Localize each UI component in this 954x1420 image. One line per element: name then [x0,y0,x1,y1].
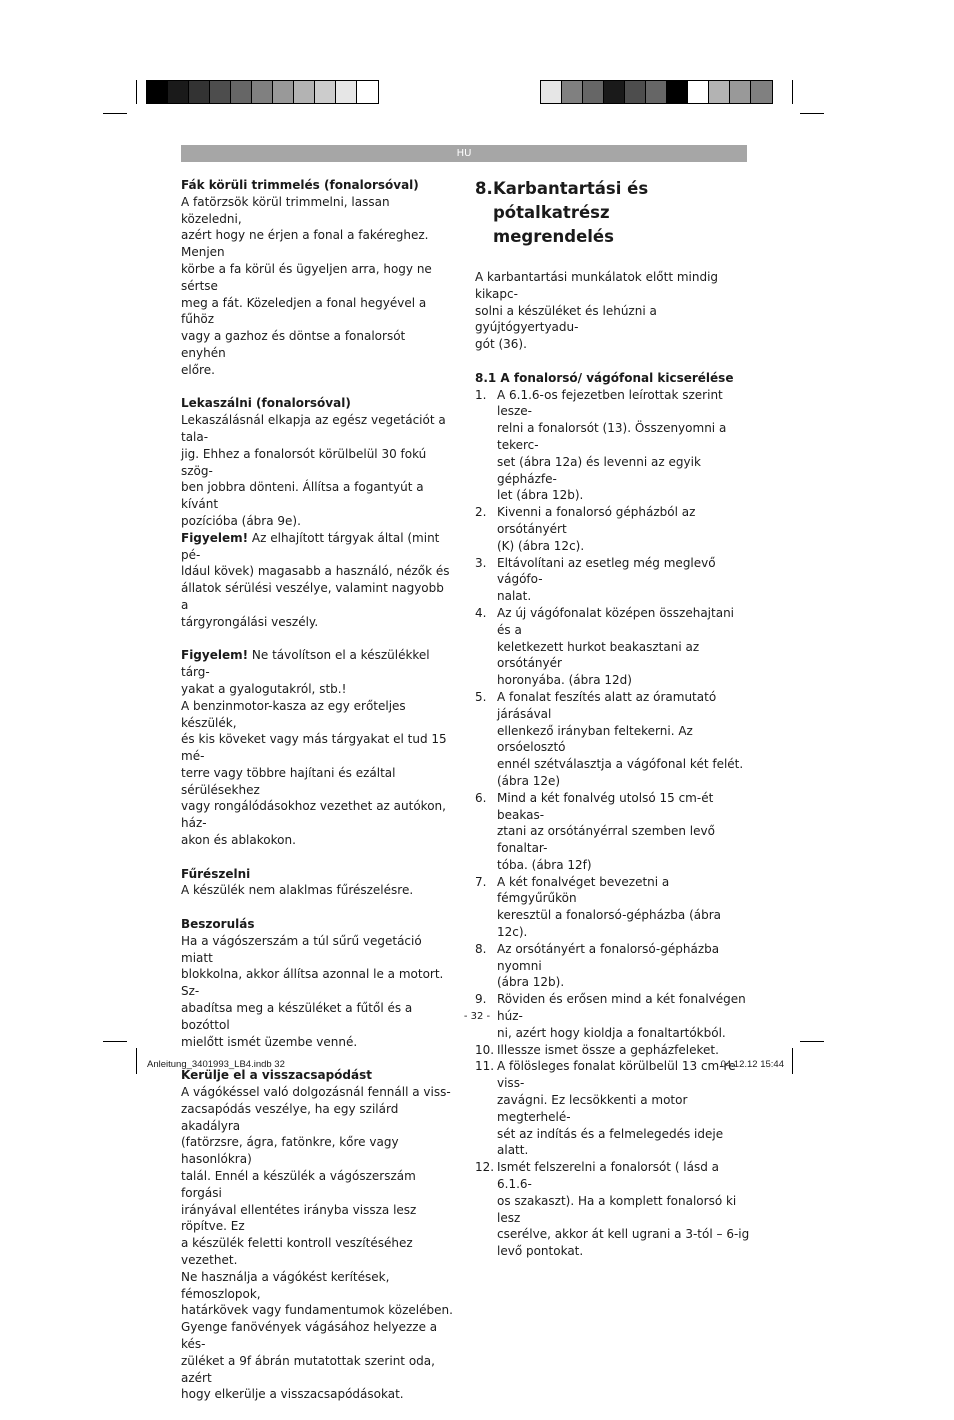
list-item-number: 4. [475,605,487,620]
crop-mark [136,80,137,104]
list-item-line: A 6.1.6-os fejezetben leírottak szerint lesze- [497,387,723,419]
list-item-line: os szakaszt). Ha a komplett fonalorsó ki lesz [497,1193,737,1225]
color-swatch [709,81,730,103]
text-line: irányával ellentétes irányba vissza lesz röpítve. Ez [181,1202,417,1234]
section-mowing [181,395,453,630]
list-item [475,1042,750,1059]
instruction-list [475,387,750,1260]
list-item [475,605,750,689]
list-item-line: (ábra 12b). [497,975,565,990]
text-line: zacsapódás veszélye, ha egy szilárd akadályra [181,1101,399,1133]
list-item-line: zavágni. Ez lecsökkenti a motor megterhelé- [497,1093,688,1124]
color-swatch [583,81,604,103]
list-item-line: Illessze ismet össze a gepházfeleket. [497,1042,719,1057]
warning-text: Ne távolítson el a készülékkel tárg- [181,648,430,680]
list-item [475,689,750,790]
list-item [475,1058,750,1159]
list-item-line: sét az indítás és a felmelegedés ideje alatt. [497,1126,724,1158]
list-item-number: 12. [475,1160,495,1175]
text-line: vagy a gazhoz és döntse a fonalorsót enyhén [181,329,406,360]
language-label: HU [456,148,472,159]
section-title: Beszorulás [181,917,255,932]
color-swatch [730,81,751,103]
text-line: vagy rongálódásokhoz vezethet az autókon, ház- [181,799,446,831]
section-title: Kerülje el a visszacsapódást [181,1068,372,1083]
color-swatch [147,81,168,103]
list-item-line: Az orsótányért a fonalorsó-gépházba nyomni [497,941,720,973]
list-item-number: 7. [475,874,487,889]
list-item-line: Az új vágófonalat középen összehajtani és a [497,605,735,637]
color-swatch [252,81,273,103]
list-item-line: keletkezett hurkot beakasztani az orsótányér [497,639,700,671]
color-swatch [168,81,189,103]
text-line: talál. Ennél a készülék a vágószerszám forgási [181,1169,416,1200]
color-swatch [625,81,646,103]
section-kickback [181,1067,453,1403]
list-item-line: ni, azért hogy kioldja a fonaltartókból. [497,1025,726,1040]
text-line: solni a készüléket és lehúzni a gyújtógyertyadu- [475,303,657,335]
text-line: gót (36). [475,337,527,352]
color-swatch [667,81,688,103]
list-item [475,941,750,991]
warning-text: Az elhajított tárgyak által (mint pé- [181,530,440,562]
color-swatch [231,81,252,103]
color-swatch [646,81,667,103]
list-item-line: ennél szétválasztja a vágófonal két felét. [497,757,744,772]
text-line: meg a fát. Közeledjen a fonal hegyével a fűhöz [181,295,427,327]
list-item-line: (ábra 12e) [497,773,561,788]
warning-line [181,647,453,681]
text-line: mielőtt ismét üzembe venné. [181,1034,358,1049]
list-item-line: cserélve, akkor át kell ugrani a 3-tól – 6-ig [497,1227,750,1242]
color-swatch [541,81,562,103]
list-item-line: ztani az orsótányérral szemben levő fonaltar- [497,824,715,856]
list-item-line: nalat. [497,589,532,604]
list-item-line: Ismét felszerelni a fonalorsót ( lásd a 6.1.6- [497,1160,720,1192]
language-header [181,145,747,162]
list-item-number: 11. [475,1059,495,1074]
color-swatch [751,81,772,103]
list-item-line: Mind a két fonalvég utolsó 15 cm-ét beakas- [497,790,714,822]
text-line: abadítsa meg a készüléket a fűtől és a bozóttol [181,1001,413,1032]
list-item-line: A fonalat feszítés alatt az óramutató járásával [497,689,717,721]
list-item-line: A két fonalvéget bevezetni a fémgyűrűkön [497,874,670,906]
section-title: Lekaszálni (fonalorsóval) [181,396,351,411]
list-item [475,387,750,505]
chapter-intro [475,269,750,353]
color-swatch [604,81,625,103]
text-line: A benzinmotor-kasza az egy erőteljes készülék, [181,698,406,730]
text-line: Ha a vágószerszám a túl sűrű vegetáció miatt [181,933,422,965]
subsection-title: 8.1 A fonalorsó/ vágófonal kicserélése [475,370,734,385]
text-line: előre. [181,362,215,377]
crop-mark [800,113,824,114]
color-swatch [189,81,210,103]
list-item-line: Röviden és erősen mind a két fonalvégen húz- [497,992,746,1024]
list-item-line: Kivenni a fonalorsó gépházból az orsótányért [497,505,696,536]
crop-mark [103,113,127,114]
list-item-number: 1. [475,387,487,402]
list-item [475,790,750,874]
color-swatch [315,81,336,103]
list-item-line: ellenkező irányban feltekerni. Az orsóelosztó [497,723,693,755]
color-swatch [688,81,709,103]
section-sawing [181,866,453,900]
print-slug-date: 04.12.12 15:44 [720,1059,784,1070]
left-column [181,177,453,1420]
list-item [475,504,750,554]
section-title: Fűrészelni [181,866,251,881]
color-swatch [273,81,294,103]
text-line: züléket a 9f ábrán mutatottak szerint oda, azért [181,1353,435,1385]
list-item-line: A fölösleges fonalat körülbelül 13 cm-re viss- [497,1059,736,1091]
text-line: körbe a fa körül és ügyeljen arra, hogy ne sértse [181,261,432,293]
warning-label: Figyelem! [181,530,249,545]
section-tree-trimming [181,177,453,379]
text-line: és kis köveket vagy más tárgyakat el tud 15 mé- [181,732,447,764]
print-slug-file: Anleitung_3401993_LB4.indb 32 [147,1059,285,1070]
list-item-line: set (ábra 12a) és levenni az egyik gépházfe- [497,454,701,486]
list-item-line: let (ábra 12b). [497,488,584,503]
page-number: - 32 - [463,1011,491,1022]
chapter-title-line: megrendelés [493,227,614,246]
text-line: hogy elkerülje a visszacsapódásokat. [181,1387,404,1402]
list-item [475,874,750,941]
text-line: állatok sérülési veszélye, valamint nagyobb a [181,581,444,612]
chapter-number: 8. [475,179,493,198]
crop-mark [792,1048,793,1074]
text-line: jig. Ehhez a fonalorsót körülbelül 30 fokú szög- [181,446,427,478]
crop-mark [792,80,793,104]
section-title: Fák körüli trimmelés (fonalorsóval) [181,178,419,192]
list-item [475,1159,750,1260]
text-line: a készülék feletti kontroll veszítéséhez vezethet. [181,1236,413,1267]
text-line: A készülék nem alaklmas fűrészelésre. [181,883,414,898]
list-item-line: (K) (ábra 12c). [497,538,585,553]
list-item-line: keresztül a fonalorsó-gépházba (ábra 12c). [497,908,722,940]
crop-mark [136,1048,137,1074]
section-warning-objects [181,647,453,849]
warning-label: Figyelem! [181,648,249,663]
text-line: Ne használja a vágókést kerítések, fémoszlopok, [181,1269,390,1301]
list-item-number: 10. [475,1042,495,1057]
list-item-number: 5. [475,689,487,704]
text-line: A fatörzsök körül trimmelni, lassan közeledni, [181,194,390,226]
list-item-line: relni a fonalorsót (13). Összenyomni a tekerc- [497,421,727,452]
list-item-number: 3. [475,555,487,570]
text-line: (fatörzsre, ágra, fatönkre, kőre vagy hasonlókra) [181,1135,399,1167]
text-line: tárgyrongálási veszély. [181,614,319,629]
list-item [475,555,750,605]
color-swatch [562,81,583,103]
list-item-line: horonyába. (ábra 12d) [497,673,632,688]
color-swatch [294,81,315,103]
color-bar-right [540,80,773,104]
text-line: határkövek vagy fundamentumok közelében. [181,1303,453,1318]
color-swatch [357,81,378,103]
text-line: yakat a gyalogutakról, stb.! [181,681,347,696]
crop-mark [103,1041,127,1042]
list-item-line: tóba. (ábra 12f) [497,857,592,872]
list-item-line: Eltávolítani az esetleg még meglevő vágófo- [497,555,716,587]
crop-mark [800,1041,824,1042]
right-column [475,177,750,1260]
text-line: blokkolna, akkor állítsa azonnal le a motort. Sz- [181,967,444,999]
list-item-number: 9. [475,992,487,1007]
color-swatch [336,81,357,103]
list-item-number: 8. [475,941,487,956]
text-line: terre vagy többre hajítani és ezáltal sérülésekhez [181,765,396,797]
text-line: Lekaszálásnál elkapja az egész vegetációt a tala- [181,413,446,444]
list-item-number: 2. [475,505,487,520]
text-line: akon és ablakokon. [181,833,296,848]
color-bar-left [146,80,379,104]
section-jamming [181,916,453,1050]
text-line: Gyenge fanövények vágásához helyezze a kés- [181,1320,438,1351]
chapter-heading [475,177,750,249]
list-item-line: levő pontokat. [497,1244,584,1259]
text-line: pozícióba (ábra 9e). [181,513,301,528]
text-line: azért hogy ne érjen a fonal a fakéreghez. Menjen [181,228,429,260]
list-item-number: 6. [475,790,487,805]
text-line: A vágókéssel való dolgozásnál fennáll a viss- [181,1085,451,1100]
chapter-title-line: Karbantartási és pótalkatrész [493,179,649,222]
text-line: A karbantartási munkálatok előtt mindig kikapc- [475,270,719,301]
color-swatch [210,81,231,103]
warning-line [181,530,453,564]
text-line: ben jobbra dönteni. Állítsa a fogantyút a kívánt [181,480,424,512]
text-line: ldául kövek) magasabb a használó, nézők és [181,564,450,579]
